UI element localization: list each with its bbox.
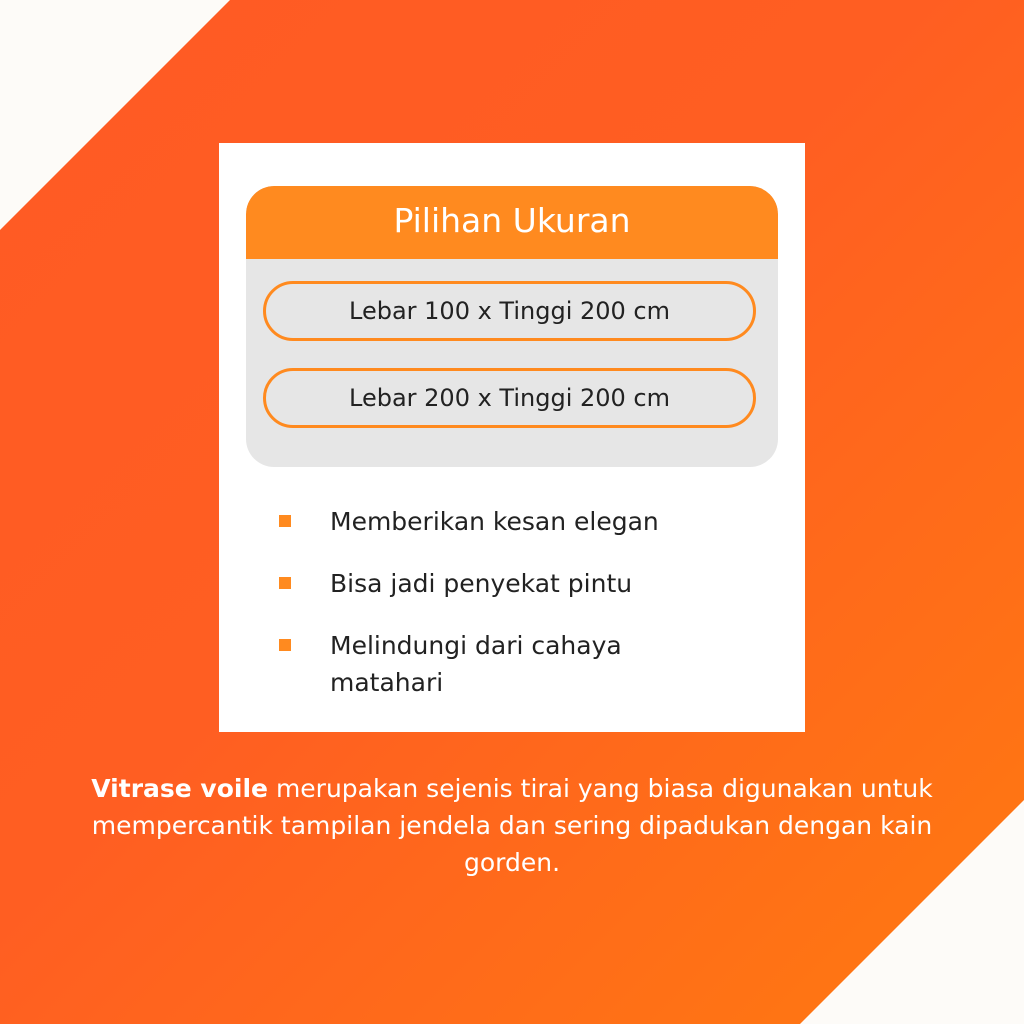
product-name: Vitrase voile [91,774,268,803]
info-card [219,143,805,732]
size-options-panel [246,186,778,467]
square-bullet-icon [279,577,291,589]
square-bullet-icon [279,639,291,651]
size-options-header [246,186,778,259]
feature-text: Memberikan kesan elegan [330,507,659,536]
feature-text: Bisa jadi penyekat pintu [330,569,633,598]
feature-text: Melindungi dari cahaya matahari [330,631,622,697]
description-text: merupakan sejenis tirai yang biasa digunakan untuk mempercantik tampilan jendela dan sering dipadukan dengan kain gorden. [91,774,933,877]
size-options-title: Pilihan Ukuran [393,201,631,240]
square-bullet-icon [279,515,291,527]
size-option-100x200[interactable]: Lebar 100 x Tinggi 200 cm [263,281,756,341]
size-option-200x200[interactable]: Lebar 200 x Tinggi 200 cm [263,368,756,428]
product-description [60,770,964,881]
